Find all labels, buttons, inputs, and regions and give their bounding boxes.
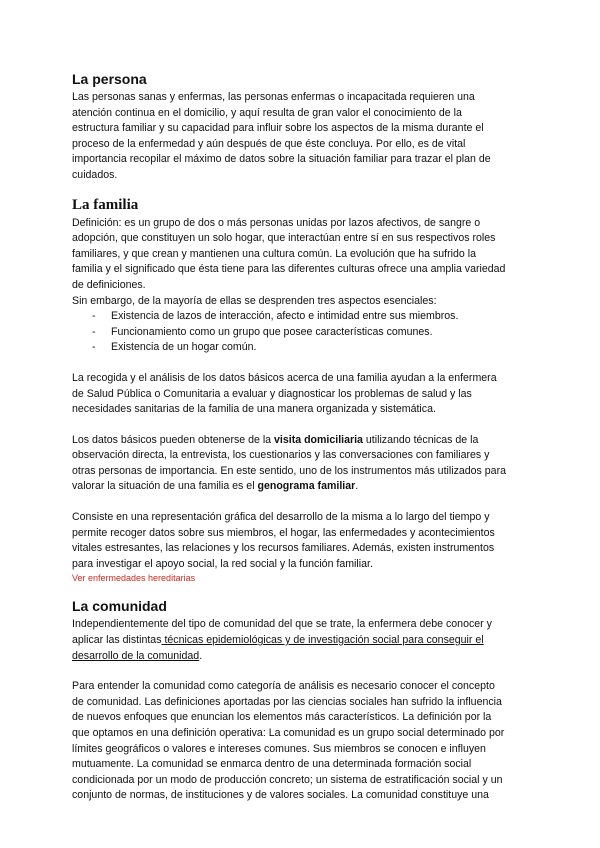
list-item: - Existencia de lazos de interacción, afecto e intimidad entre sus miembros. (92, 309, 508, 325)
text-segment: utilizando técnicas de la observación directa, la entrevista, los cuestionarios y las conversaciones con familiares y otras personas de importancia. En este sentido, uno de los instrumentos más utilizados para valorar la situación de una familia es el (72, 433, 506, 493)
paragraph-persona: Las personas sanas y enfermas, las personas enfermas o incapacitada requieren una atención continua en el domicilio, y aquí resulta de gran valor el conocimiento de la estructura familiar y su capacidad para influir sobre los aspectos de la misma durante el proceso de la enfermedad y aún después de que éste concluya. Por ello, es de vital importancia recopilar el máximo de datos sobre la situación familiar para trazar el plan de cuidados. (72, 91, 491, 181)
text-segment: . (199, 649, 203, 662)
bold-visita-domiciliaria: visita domiciliaria (274, 433, 363, 446)
paragraph-familia-list-intro: Sin embargo, de la mayoría de ellas se desprenden tres aspectos esenciales: (72, 294, 437, 307)
underlined-tecnicas[interactable]: técnicas epidemiológicas y de investigación social para conseguir el desarrollo de la comunidad (72, 634, 484, 662)
paragraph-familia-definition: Definición: es un grupo de dos o más personas unidas por lazos afectivos, de sangre o adopción, que constituyen un solo hogar, que interactúan entre sí en sus respectivos roles familiares, y que crean y mantienen una cultura común. La evolución que ha sufrido la familia y el significado que ésta tiene para las diferentes culturas ofrece una amplia variedad de definiciones. (72, 216, 506, 291)
paragraph-familia-analysis: La recogida y el análisis de los datos básicos acerca de una familia ayudan a la enfermera de Salud Pública o Comunitaria a evaluar y diagnosticar los problemas de salud y las necesidades sanitarias de la familia de una manera organizada y sistemática. (72, 371, 497, 416)
text-segment: Independientemente del tipo de comunidad del que se trate, la enfermera debe conocer y aplicar las distintas (72, 618, 492, 647)
heading-la-persona: La persona (72, 71, 147, 87)
list-item: - Funcionamiento como un grupo que posee características comunes. (92, 325, 508, 341)
paragraph-familia-data (72, 433, 508, 495)
bold-genograma-familiar: genograma familiar (257, 480, 356, 493)
paragraph-familia-genograma: Consiste en una representación gráfica del desarrollo de la misma a lo largo del tiempo y permite recoger datos sobre sus miembros, el hogar, las enfermedades y acontecimientos vitales estresantes, las relaciones y los recursos familiares. Además, existen instrumentos para investigar el apoyo social, la red social y la función familiar. (72, 511, 495, 570)
paragraph-comunidad-definition: Para entender la comunidad como categoría de análisis es necesario conocer el concepto de comunidad. Las definiciones aportadas por las ciencias sociales han sufrido la influencia de nuevos enfoques que enuncian los elementos más característicos. La definición por la que optamos en una definición operativa: La comunidad es un grupo social determinado por límites geográficos o valores e intereses comunes. Sus miembros se conocen e influyen mutuamente. La comunidad se enmarca dentro de una determinada formación social condicionada por un modo de producción concreto; un sistema de estratificación social y un conjunto de normas, de instituciones y de valores sociales. La comunidad constituye una (72, 680, 505, 802)
text-segment: . (355, 480, 359, 493)
link-enfermedades-hereditarias[interactable]: Ver enfermedades hereditarias (72, 573, 196, 584)
paragraph-comunidad-intro (72, 617, 508, 664)
list-item: - Existencia de un hogar común. (92, 340, 508, 356)
heading-la-familia: La familia (72, 196, 139, 213)
text-segment: Los datos básicos pueden obtenerse de la (72, 433, 275, 446)
aspects-list (72, 309, 508, 356)
heading-la-comunidad: La comunidad (72, 598, 167, 615)
